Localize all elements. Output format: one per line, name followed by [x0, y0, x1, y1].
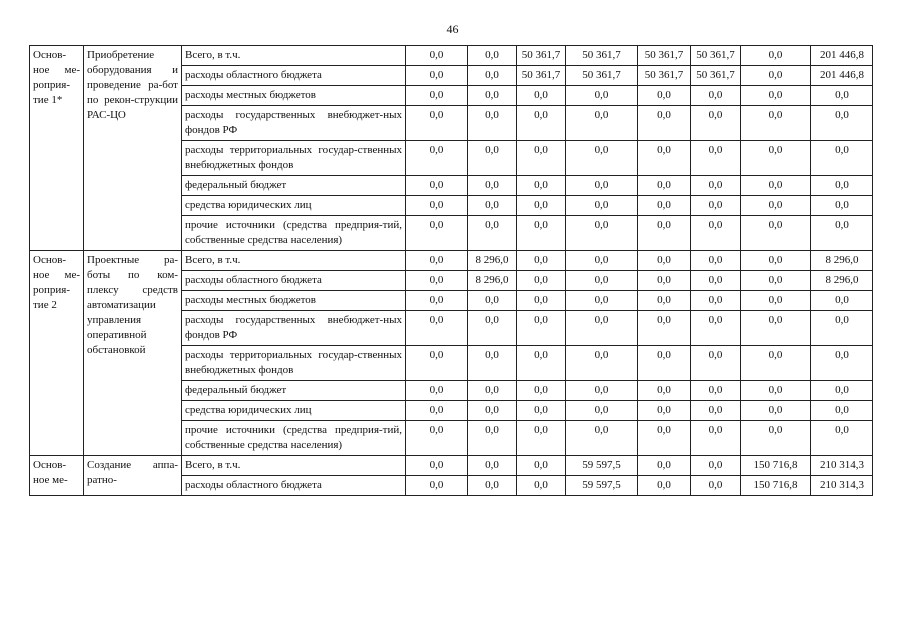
value-cell: 0,0	[691, 216, 741, 251]
description-cell: Приобретение оборудования и проведение ра-бот по рекон-струкции РАС-ЦО	[84, 46, 182, 251]
funding-source-cell: федеральный бюджет	[182, 176, 406, 196]
value-cell: 0,0	[811, 86, 873, 106]
value-cell: 0,0	[406, 346, 468, 381]
description-cell: Создание аппа-ратно-	[84, 456, 182, 496]
value-cell: 0,0	[811, 401, 873, 421]
value-cell: 0,0	[406, 196, 468, 216]
value-cell: 0,0	[638, 291, 691, 311]
value-cell: 210 314,3	[811, 456, 873, 476]
value-cell: 0,0	[468, 346, 517, 381]
value-cell: 0,0	[741, 66, 811, 86]
funding-source-cell: Всего, в т.ч.	[182, 251, 406, 271]
funding-source-cell: расходы областного бюджета	[182, 476, 406, 496]
value-cell: 0,0	[691, 271, 741, 291]
funding-source-cell: средства юридических лиц	[182, 401, 406, 421]
value-cell: 0,0	[468, 421, 517, 456]
value-cell: 0,0	[566, 196, 638, 216]
value-cell: 0,0	[517, 251, 566, 271]
value-cell: 0,0	[638, 141, 691, 176]
value-cell: 0,0	[517, 346, 566, 381]
value-cell: 0,0	[468, 456, 517, 476]
funding-source-cell: прочие источники (средства предприя-тий, собственные средства населения)	[182, 421, 406, 456]
value-cell: 0,0	[691, 421, 741, 456]
value-cell: 0,0	[741, 401, 811, 421]
value-cell: 0,0	[517, 271, 566, 291]
value-cell: 50 361,7	[566, 66, 638, 86]
value-cell: 0,0	[566, 401, 638, 421]
value-cell: 0,0	[517, 106, 566, 141]
value-cell: 0,0	[406, 476, 468, 496]
value-cell: 0,0	[811, 216, 873, 251]
value-cell: 0,0	[517, 381, 566, 401]
value-cell: 0,0	[741, 421, 811, 456]
value-cell: 0,0	[691, 311, 741, 346]
table-row	[30, 456, 873, 476]
value-cell: 0,0	[468, 66, 517, 86]
event-cell: Основ-ное ме-роприя-тие 1*	[30, 46, 84, 251]
value-cell: 0,0	[406, 176, 468, 196]
event-cell: Основ-ное ме-	[30, 456, 84, 496]
table-row	[30, 46, 873, 66]
value-cell: 0,0	[566, 251, 638, 271]
value-cell: 0,0	[638, 456, 691, 476]
event-cell: Основ-ное ме-роприя-тие 2	[30, 251, 84, 456]
value-cell: 0,0	[406, 381, 468, 401]
funding-source-cell: Всего, в т.ч.	[182, 46, 406, 66]
value-cell: 0,0	[811, 311, 873, 346]
value-cell: 0,0	[691, 291, 741, 311]
value-cell: 0,0	[406, 106, 468, 141]
value-cell: 0,0	[517, 216, 566, 251]
value-cell: 0,0	[691, 106, 741, 141]
value-cell: 0,0	[741, 381, 811, 401]
funding-source-cell: федеральный бюджет	[182, 381, 406, 401]
value-cell: 0,0	[638, 196, 691, 216]
value-cell: 0,0	[638, 311, 691, 346]
value-cell: 50 361,7	[691, 46, 741, 66]
value-cell: 0,0	[566, 381, 638, 401]
value-cell: 0,0	[468, 196, 517, 216]
value-cell: 0,0	[811, 176, 873, 196]
value-cell: 0,0	[638, 271, 691, 291]
table-row	[30, 251, 873, 271]
value-cell: 59 597,5	[566, 476, 638, 496]
value-cell: 0,0	[638, 106, 691, 141]
value-cell: 0,0	[691, 381, 741, 401]
value-cell: 0,0	[741, 251, 811, 271]
value-cell: 0,0	[406, 291, 468, 311]
value-cell: 0,0	[638, 421, 691, 456]
value-cell: 0,0	[406, 141, 468, 176]
value-cell: 0,0	[406, 216, 468, 251]
funding-source-cell: средства юридических лиц	[182, 196, 406, 216]
value-cell: 50 361,7	[517, 46, 566, 66]
value-cell: 0,0	[406, 311, 468, 346]
value-cell: 8 296,0	[468, 271, 517, 291]
value-cell: 0,0	[638, 216, 691, 251]
value-cell: 0,0	[638, 86, 691, 106]
page-number: 46	[446, 22, 459, 36]
value-cell: 0,0	[406, 456, 468, 476]
value-cell: 0,0	[741, 86, 811, 106]
value-cell: 0,0	[741, 291, 811, 311]
value-cell: 0,0	[741, 46, 811, 66]
value-cell: 150 716,8	[741, 476, 811, 496]
funding-source-cell: прочие источники (средства предприя-тий, собственные средства населения)	[182, 216, 406, 251]
value-cell: 0,0	[566, 176, 638, 196]
value-cell: 210 314,3	[811, 476, 873, 496]
value-cell: 0,0	[517, 86, 566, 106]
value-cell: 0,0	[691, 196, 741, 216]
value-cell: 0,0	[517, 401, 566, 421]
value-cell: 8 296,0	[811, 251, 873, 271]
value-cell: 50 361,7	[691, 66, 741, 86]
value-cell: 150 716,8	[741, 456, 811, 476]
funding-source-cell: расходы местных бюджетов	[182, 291, 406, 311]
value-cell: 0,0	[691, 176, 741, 196]
value-cell: 0,0	[741, 216, 811, 251]
description-cell: Проектные ра-боты по ком-плексу средств автоматизации управления оперативной обстановкой	[84, 251, 182, 456]
funding-source-cell: расходы областного бюджета	[182, 66, 406, 86]
value-cell: 0,0	[691, 476, 741, 496]
value-cell: 0,0	[468, 176, 517, 196]
value-cell: 0,0	[691, 86, 741, 106]
value-cell: 0,0	[406, 251, 468, 271]
value-cell: 0,0	[468, 381, 517, 401]
value-cell: 0,0	[741, 271, 811, 291]
value-cell: 201 446,8	[811, 66, 873, 86]
value-cell: 0,0	[638, 401, 691, 421]
budget-table	[29, 45, 873, 496]
value-cell: 0,0	[691, 401, 741, 421]
value-cell: 0,0	[811, 381, 873, 401]
value-cell: 0,0	[691, 251, 741, 271]
value-cell: 0,0	[406, 271, 468, 291]
value-cell: 0,0	[691, 141, 741, 176]
value-cell: 0,0	[741, 176, 811, 196]
value-cell: 0,0	[517, 291, 566, 311]
value-cell: 0,0	[468, 311, 517, 346]
value-cell: 0,0	[811, 291, 873, 311]
value-cell: 0,0	[517, 311, 566, 346]
value-cell: 0,0	[811, 346, 873, 381]
value-cell: 8 296,0	[468, 251, 517, 271]
value-cell: 0,0	[741, 106, 811, 141]
value-cell: 50 361,7	[638, 66, 691, 86]
value-cell: 0,0	[811, 421, 873, 456]
value-cell: 0,0	[468, 216, 517, 251]
value-cell: 0,0	[468, 46, 517, 66]
value-cell: 0,0	[517, 456, 566, 476]
funding-source-cell: расходы местных бюджетов	[182, 86, 406, 106]
value-cell: 0,0	[566, 311, 638, 346]
funding-source-cell: расходы государственных внебюджет-ных фондов РФ	[182, 106, 406, 141]
value-cell: 0,0	[811, 141, 873, 176]
funding-source-cell: Всего, в т.ч.	[182, 456, 406, 476]
value-cell: 0,0	[566, 216, 638, 251]
funding-source-cell: расходы областного бюджета	[182, 271, 406, 291]
value-cell: 0,0	[566, 86, 638, 106]
value-cell: 50 361,7	[517, 66, 566, 86]
value-cell: 59 597,5	[566, 456, 638, 476]
value-cell: 0,0	[638, 346, 691, 381]
value-cell: 0,0	[638, 476, 691, 496]
value-cell: 0,0	[406, 86, 468, 106]
value-cell: 0,0	[406, 421, 468, 456]
value-cell: 0,0	[691, 346, 741, 381]
value-cell: 0,0	[468, 291, 517, 311]
value-cell: 0,0	[468, 106, 517, 141]
value-cell: 0,0	[517, 421, 566, 456]
value-cell: 0,0	[566, 271, 638, 291]
value-cell: 0,0	[741, 141, 811, 176]
value-cell: 0,0	[468, 86, 517, 106]
value-cell: 0,0	[741, 311, 811, 346]
value-cell: 0,0	[811, 196, 873, 216]
funding-source-cell: расходы территориальных государ-ственных внебюджетных фондов	[182, 346, 406, 381]
value-cell: 201 446,8	[811, 46, 873, 66]
value-cell: 0,0	[638, 381, 691, 401]
value-cell: 0,0	[691, 456, 741, 476]
value-cell: 0,0	[811, 106, 873, 141]
value-cell: 0,0	[566, 346, 638, 381]
value-cell: 0,0	[468, 476, 517, 496]
value-cell: 0,0	[566, 106, 638, 141]
value-cell: 0,0	[638, 176, 691, 196]
value-cell: 0,0	[406, 46, 468, 66]
value-cell: 0,0	[566, 421, 638, 456]
value-cell: 0,0	[741, 346, 811, 381]
value-cell: 0,0	[741, 196, 811, 216]
value-cell: 50 361,7	[638, 46, 691, 66]
value-cell: 0,0	[517, 476, 566, 496]
value-cell: 0,0	[406, 401, 468, 421]
funding-source-cell: расходы государственных внебюджет-ных фондов РФ	[182, 311, 406, 346]
value-cell: 0,0	[468, 401, 517, 421]
value-cell: 0,0	[517, 196, 566, 216]
value-cell: 8 296,0	[811, 271, 873, 291]
funding-source-cell: расходы территориальных государ-ственных внебюджетных фондов	[182, 141, 406, 176]
value-cell: 0,0	[566, 291, 638, 311]
value-cell: 0,0	[517, 141, 566, 176]
value-cell: 0,0	[638, 251, 691, 271]
value-cell: 0,0	[517, 176, 566, 196]
value-cell: 50 361,7	[566, 46, 638, 66]
value-cell: 0,0	[566, 141, 638, 176]
value-cell: 0,0	[468, 141, 517, 176]
value-cell: 0,0	[406, 66, 468, 86]
